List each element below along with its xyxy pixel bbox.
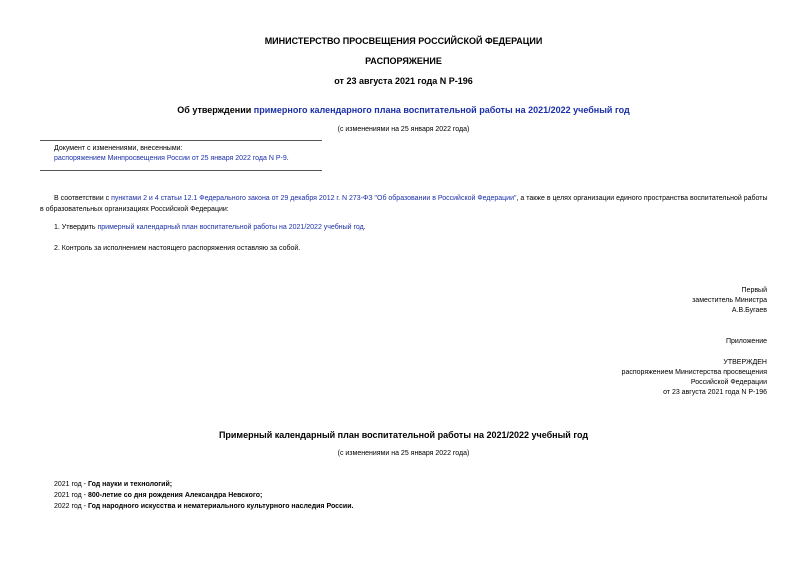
amendment-note: (с изменениями на 25 января 2022 года) bbox=[337, 126, 470, 133]
p1-text-a: В соответствии с bbox=[54, 195, 112, 202]
approved-by-line-3: от 23 августа 2021 года N Р-196 bbox=[663, 389, 767, 396]
plan-amendment-note: (с изменениями на 25 января 2022 года) bbox=[337, 450, 470, 457]
document-title-link[interactable]: примерного календарного плана воспитательной работы на 2021/2022 учебный год bbox=[253, 105, 630, 115]
plan-title: Примерный календарный план воспитательной работы на 2021/2022 учебный год bbox=[218, 430, 589, 440]
signature-title: Первый bbox=[741, 287, 767, 294]
approved-by-line-2: Российской Федерации bbox=[690, 379, 767, 386]
ministry-heading: МИНИСТЕРСТВО ПРОСВЕЩЕНИЯ РОССИЙСКОЙ ФЕДЕРАЦИИ bbox=[264, 36, 543, 46]
p1-text-b: , а также в целях организации единого пространства воспитательной работы в образовательных организациях Российской Федерации: bbox=[40, 195, 768, 213]
plan-link[interactable]: примерный календарный план воспитательной работы на 2021/2022 учебный год bbox=[97, 224, 364, 231]
year-dedication-prefix: 2021 год - bbox=[54, 492, 88, 499]
year-dedication-text: 800-летие со дня рождения Александра Невского; bbox=[87, 492, 263, 499]
changes-box-bottom-rule bbox=[40, 170, 322, 171]
appendix-label: Приложение bbox=[725, 338, 767, 345]
year-dedication-text: Год народного искусства и нематериального культурного наследия России. bbox=[87, 503, 354, 510]
document-date-number: от 23 августа 2021 года N Р-196 bbox=[334, 76, 473, 86]
body-paragraph-3: 2. Контроль за исполнением настоящего распоряжения оставляю за собой. bbox=[54, 245, 301, 252]
year-dedication-item bbox=[54, 481, 172, 488]
document-title-prefix: Об утверждении bbox=[177, 105, 254, 115]
amending-order-link[interactable]: распоряжением Минпросвещения России от 25 января 2022 года N Р-9 bbox=[54, 155, 287, 162]
year-dedication-prefix: 2021 год - bbox=[54, 481, 88, 488]
changes-intro: Документ с изменениями, внесенными: bbox=[54, 145, 183, 152]
document-type: РАСПОРЯЖЕНИЕ bbox=[365, 56, 442, 66]
approved-by-line-1: распоряжением Министерства просвещения bbox=[621, 369, 767, 376]
year-dedication-prefix: 2022 год - bbox=[54, 503, 88, 510]
p2-text-b: . bbox=[363, 224, 366, 231]
signature-position: заместитель Министра bbox=[692, 297, 767, 304]
document-title bbox=[0, 105, 807, 115]
year-dedication-item bbox=[54, 503, 353, 510]
p2-text-a: 1. Утвердить bbox=[54, 224, 98, 231]
approved-label: УТВЕРЖДЕН bbox=[723, 359, 767, 366]
federal-law-link[interactable]: пунктами 2 и 4 статьи 12.1 Федерального закона от 29 декабря 2012 г. N 273-ФЗ "Об образовании в Российской Федерации" bbox=[111, 195, 517, 202]
signature-name: А.В.Бугаев bbox=[731, 307, 767, 314]
body-paragraph-1 bbox=[40, 193, 768, 215]
changes-line bbox=[54, 155, 289, 162]
changes-box-top-rule bbox=[40, 140, 322, 141]
body-paragraph-2 bbox=[54, 224, 366, 231]
year-dedication-text: Год науки и технологий; bbox=[87, 481, 173, 488]
amending-order-link-suffix: . bbox=[286, 155, 289, 162]
year-dedication-item bbox=[54, 492, 262, 499]
